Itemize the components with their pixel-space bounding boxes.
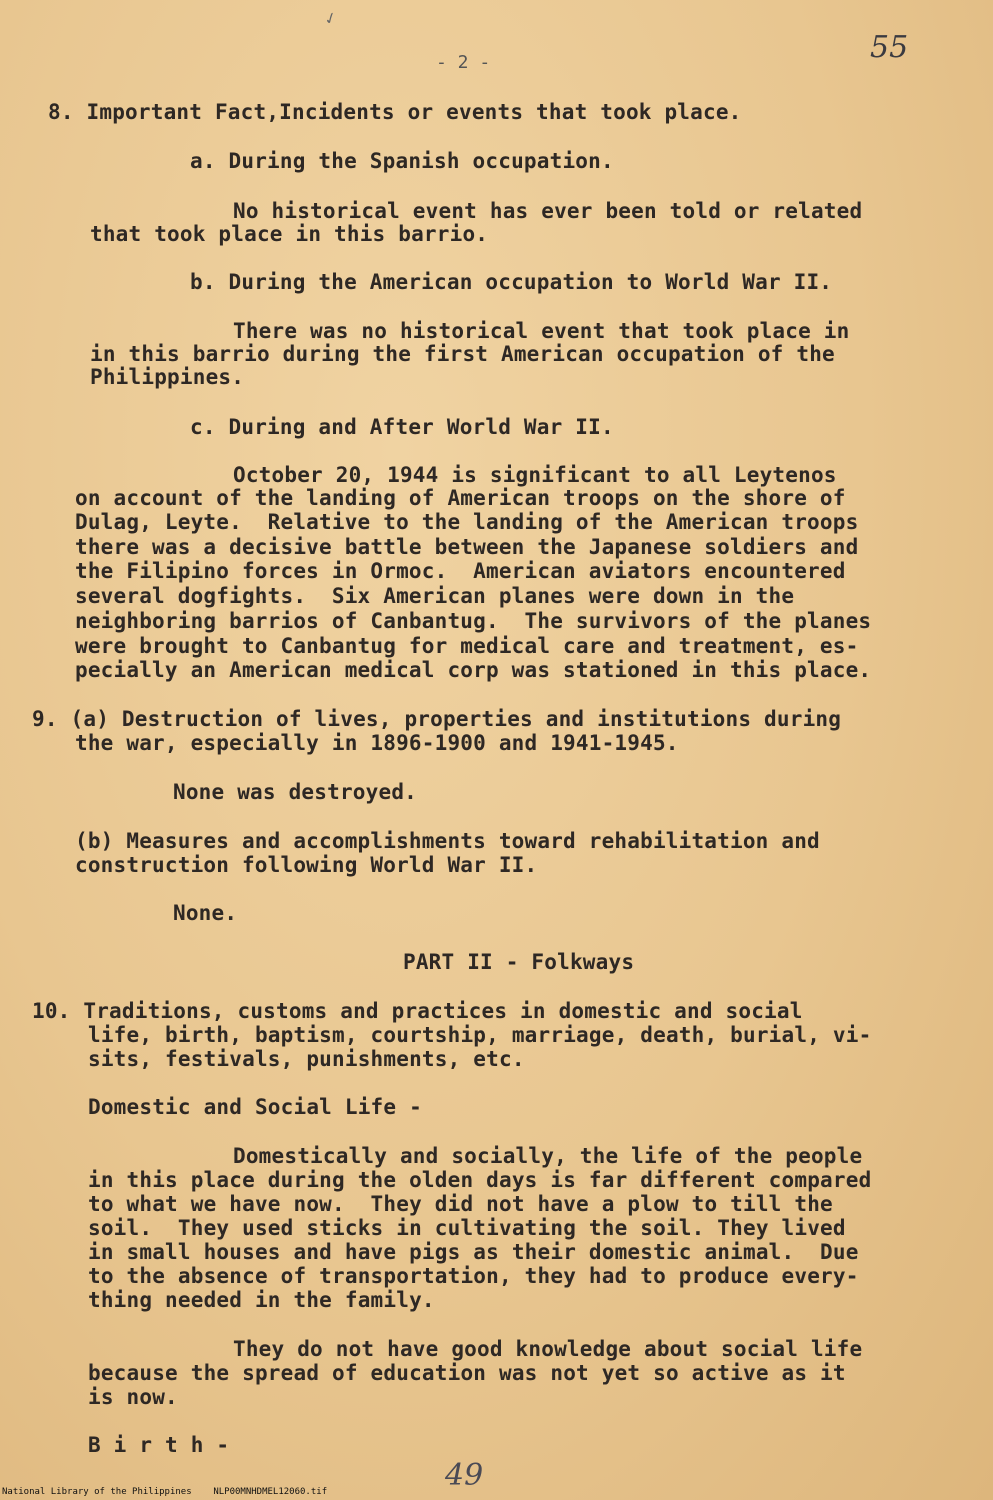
paragraph-line: in this place during the olden days is far different compared [88, 1168, 872, 1192]
subheading-b: b. During the American occupation to World War II. [190, 270, 833, 294]
paragraph-line: in this barrio during the first American occupation of the [90, 342, 835, 366]
archive-footer: National Library of the Philippines NLP00MNHDMEL12060.tif [2, 1487, 328, 1497]
paragraph-line: is now. [88, 1385, 178, 1409]
page-number: 55 [870, 30, 909, 65]
paragraph-line: several dogfights. Six American planes were down in the [75, 584, 795, 608]
paragraph-line: October 20, 1944 is significant to all Leytenos [233, 463, 837, 487]
paragraph-line: that took place in this barrio. [90, 222, 489, 246]
item-9-heading: 9. (a) Destruction of lives, properties and institutions during [32, 707, 842, 731]
paragraph-line: Domestically and socially, the life of the people [233, 1144, 863, 1168]
paragraph-line: sits, festivals, punishments, etc. [88, 1047, 525, 1071]
paragraph-line: neighboring barrios of Canbantug. The survivors of the planes [75, 609, 872, 633]
part-ii-heading: PART II - Folkways [403, 950, 635, 974]
paragraph-line: No historical event has ever been told or related [233, 199, 863, 223]
paragraph-line: construction following World War II. [75, 853, 538, 877]
page-header-mark: - 2 - [436, 52, 491, 73]
paragraph-line: soil. They used sticks in cultivating the soil. They lived [88, 1216, 846, 1240]
subheading-c: c. During and After World War II. [190, 415, 614, 439]
handwritten-folio-number: 49 [445, 1458, 484, 1493]
paragraph-line: They do not have good knowledge about social life [233, 1337, 863, 1361]
pen-tick-mark: ✓ [321, 6, 340, 31]
subheading-birth: B i r t h - [88, 1433, 230, 1457]
subheading-domestic-social-life: Domestic and Social Life - [88, 1095, 422, 1119]
paragraph-line: (b) Measures and accomplishments toward rehabilitation and [75, 829, 820, 853]
paragraph-line: on account of the landing of American troops on the shore of [75, 486, 846, 510]
paragraph-line: the war, especially in 1896-1900 and 1941-1945. [75, 731, 679, 755]
item-8-heading: 8. Important Fact,Incidents or events that took place. [48, 100, 742, 124]
paragraph-line: None was destroyed. [173, 780, 418, 804]
paragraph-line: to what we have now. They did not have a plow to till the [88, 1192, 833, 1216]
paragraph-line: the Filipino forces in Ormoc. American aviators encountered [75, 559, 846, 583]
paragraph-line: There was no historical event that took place in [233, 319, 850, 343]
paragraph-line: were brought to Canbantug for medical care and treatment, es- [75, 634, 859, 658]
paragraph-line: there was a decisive battle between the Japanese soldiers and [75, 535, 859, 559]
paragraph-line: life, birth, baptism, courtship, marriage, death, burial, vi- [88, 1023, 872, 1047]
paragraph-line: to the absence of transportation, they had to produce every- [88, 1264, 859, 1288]
paragraph-line: Philippines. [90, 365, 245, 389]
paragraph-line: None. [173, 901, 238, 925]
subheading-a: a. During the Spanish occupation. [190, 149, 614, 173]
paragraph-line: pecially an American medical corp was stationed in this place. [75, 658, 872, 682]
paragraph-line: Dulag, Leyte. Relative to the landing of the American troops [75, 510, 859, 534]
paragraph-line: because the spread of education was not yet so active as it [88, 1361, 846, 1385]
paragraph-line: thing needed in the family. [88, 1288, 435, 1312]
item-10-heading: 10. Traditions, customs and practices in domestic and social [32, 999, 803, 1023]
paragraph-line: in small houses and have pigs as their domestic animal. Due [88, 1240, 859, 1264]
